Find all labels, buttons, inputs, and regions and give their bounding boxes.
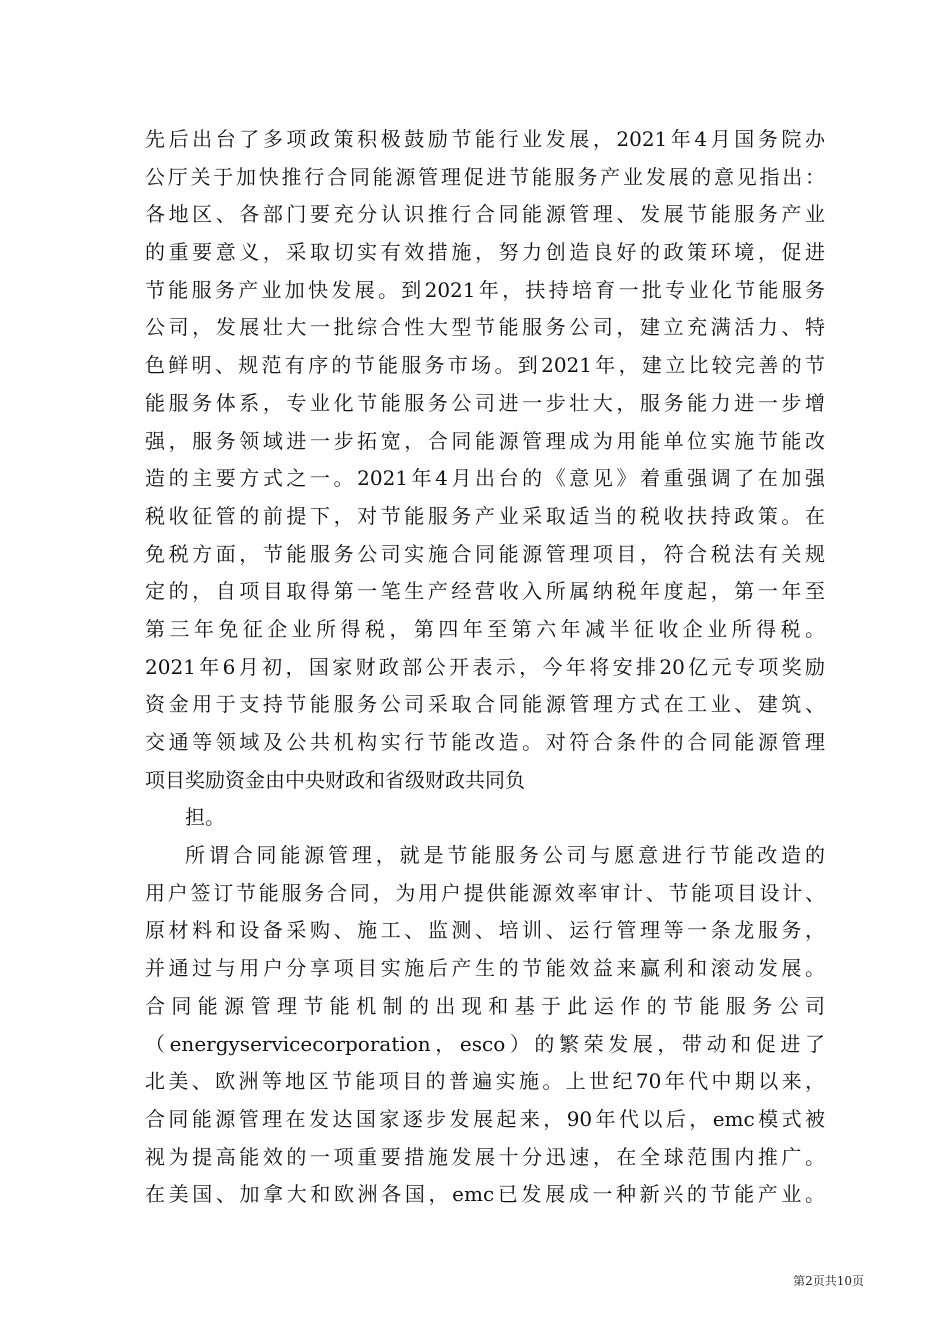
- text-line: 合同能源管理节能机制的出现和基于此运作的节能服务公司: [145, 993, 825, 1018]
- text-line: 强，服务领域进一步拓宽，合同能源管理成为用能单位实施节能改: [145, 428, 825, 453]
- text-line: 定的，自项目取得第一笔生产经营收入所属纳税年度起，第一年至: [145, 579, 825, 604]
- text-line: 第三年免征企业所得税，第四年至第六年减半征收企业所得税。: [145, 616, 825, 641]
- text-line: 北美、欧洲等地区节能项目的普遍实施。上世纪70年代中期以来，: [145, 1069, 825, 1094]
- text-line: 2021年6月初，国家财政部公开表示，今年将安排20亿元专项奖励: [145, 654, 825, 679]
- text-line: 交通等领域及公共机构实行节能改造。对符合条件的合同能源管理: [145, 730, 825, 754]
- text-line: 视为提高能效的一项重要措施发展十分迅速，在全球范围内推广。: [145, 1144, 825, 1169]
- text-line: 资金用于支持节能服务公司采取合同能源管理方式在工业、建筑、: [145, 692, 825, 717]
- text-line: 先后出台了多项政策积极鼓励节能行业发展，2021年4月国务院办: [145, 127, 825, 151]
- text-line: （energyservicecorporation，esco）的繁荣发展，带动和促进了: [145, 1031, 825, 1056]
- document-body: [145, 121, 825, 1214]
- text-line: 担。: [185, 805, 225, 830]
- text-line: 原材料和设备采购、施工、监测、培训、运行管理等一条龙服务，: [145, 918, 825, 943]
- text-line: 公厅关于加快推行合同能源管理促进节能服务产业发展的意见指出：: [145, 164, 825, 189]
- text-line: 各地区、各部门要充分认识推行合同能源管理、发展节能服务产业: [145, 202, 825, 227]
- paragraph-first-line: 所谓合同能源管理，就是节能服务公司与愿意进行节能改造的: [185, 843, 825, 868]
- text-line: 的重要意义，采取切实有效措施，努力创造良好的政策环境，促进: [145, 240, 825, 265]
- text-line: 项目奖励资金由中央财政和省级财政共同负: [145, 767, 525, 792]
- text-line: 合同能源管理在发达国家逐步发展起来，90年代以后，emc模式被: [145, 1106, 825, 1131]
- text-line: 能服务体系，专业化节能服务公司进一步壮大，服务能力进一步增: [145, 390, 825, 415]
- text-line: 用户签订节能服务合同，为用户提供能源效率审计、节能项目设计、: [145, 880, 825, 905]
- text-line: 造的主要方式之一。2021年4月出台的《意见》着重强调了在加强: [145, 466, 825, 491]
- text-line: 色鲜明、规范有序的节能服务市场。到2021年，建立比较完善的节: [145, 353, 825, 378]
- text-line: 节能服务产业加快发展。到2021年，扶持培育一批专业化节能服务: [145, 277, 825, 302]
- text-line: 并通过与用户分享项目实施后产生的节能效益来赢利和滚动发展。: [145, 956, 825, 981]
- text-line: 在美国、加拿大和欧洲各国，emc已发展成一种新兴的节能产业。: [145, 1182, 825, 1207]
- text-line: 税收征管的前提下，对节能服务产业采取适当的税收扶持政策。在: [145, 503, 825, 528]
- page-number: 第2页共10页: [793, 1274, 864, 1288]
- text-line: 免税方面，节能服务公司实施合同能源管理项目，符合税法有关规: [145, 541, 825, 566]
- text-line: 公司，发展壮大一批综合性大型节能服务公司，建立充满活力、特: [145, 315, 825, 340]
